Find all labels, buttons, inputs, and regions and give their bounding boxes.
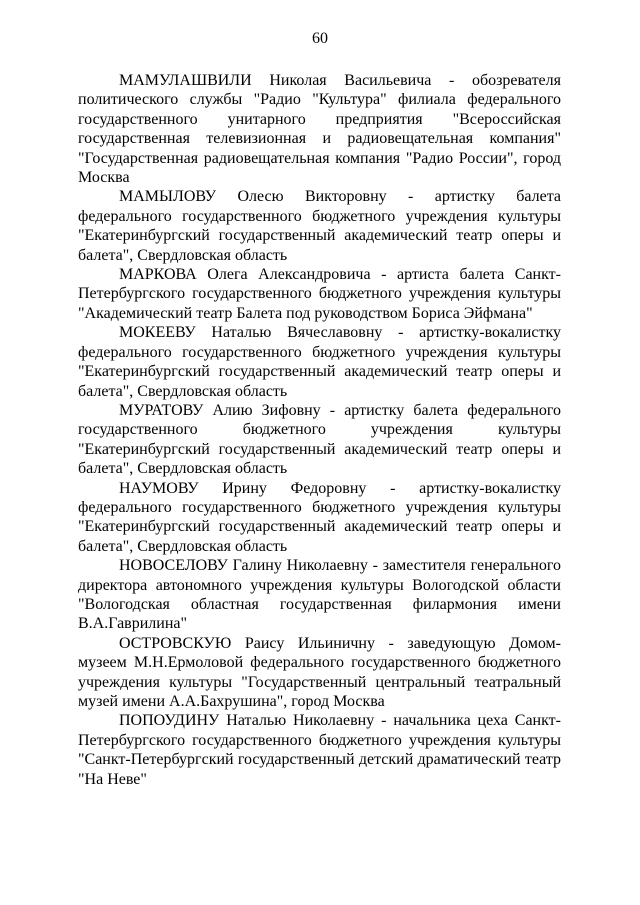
award-entry: НАУМОВУ Ирину Федоровну - артистку-вокалистку федерального государственного бюджетного учреждения культуры "Екатеринбургский государственный академический театр оперы и балета", Свердловская область [78,479,561,555]
award-list [78,71,561,789]
award-entry: НОВОСЕЛОВУ Галину Николаевну - заместителя генерального директора автономного учреждения культуры Вологодской области "Вологодская областная государственная филармония имени В.А.Гаврилина" [78,557,561,633]
award-entry: МУРАТОВУ Алию Зифовну - артистку балета федерального государственного бюджетного учреждения культуры "Екатеринбургский государственный академический театр оперы и балета", Свердловская область [78,401,561,478]
award-entry: ОСТРОВСКУЮ Раису Ильиничну - заведующую Домом-музеем М.Н.Ермоловой федерального государственного бюджетного учреждения культуры "Государственный центральный театральный музей имени А.А.Бахрушина", город Москва [78,634,561,710]
page-number: 60 [312,30,328,47]
award-entry: ПОПОУДИНУ Наталью Николаевну - начальника цеха Санкт-Петербургского государственного бюджетного учреждения культуры "Санкт-Петербургский государственный детский драматический театр "На Неве" [78,712,561,788]
award-entry: МАМЫЛОВУ Олесю Викторовну - артистку балета федерального государственного бюджетного учреждения культуры "Екатеринбургский государственный академический театр оперы и балета", Свердловская область [78,188,561,264]
award-entry: МАРКОВА Олега Александровича - артиста балета Санкт-Петербургского государственного бюджетного учреждения культуры "Академический театр Балета под руководством Бориса Эйфмана" [78,266,561,322]
award-entry: МОКЕЕВУ Наталью Вячеславовну - артистку-вокалистку федерального государственного бюджетного учреждения культуры "Екатеринбургский государственный академический театр оперы и балета", Свердловская область [78,324,561,400]
award-entry: МАМУЛАШВИЛИ Николая Васильевича - обозревателя политического службы "Радио "Культура" филиала федерального государственного унитарного предприятия "Всероссийская государственная телевизионная и радиовещательная компания" "Государственная радиовещательная компания "Радио России", город Москва [78,72,561,187]
